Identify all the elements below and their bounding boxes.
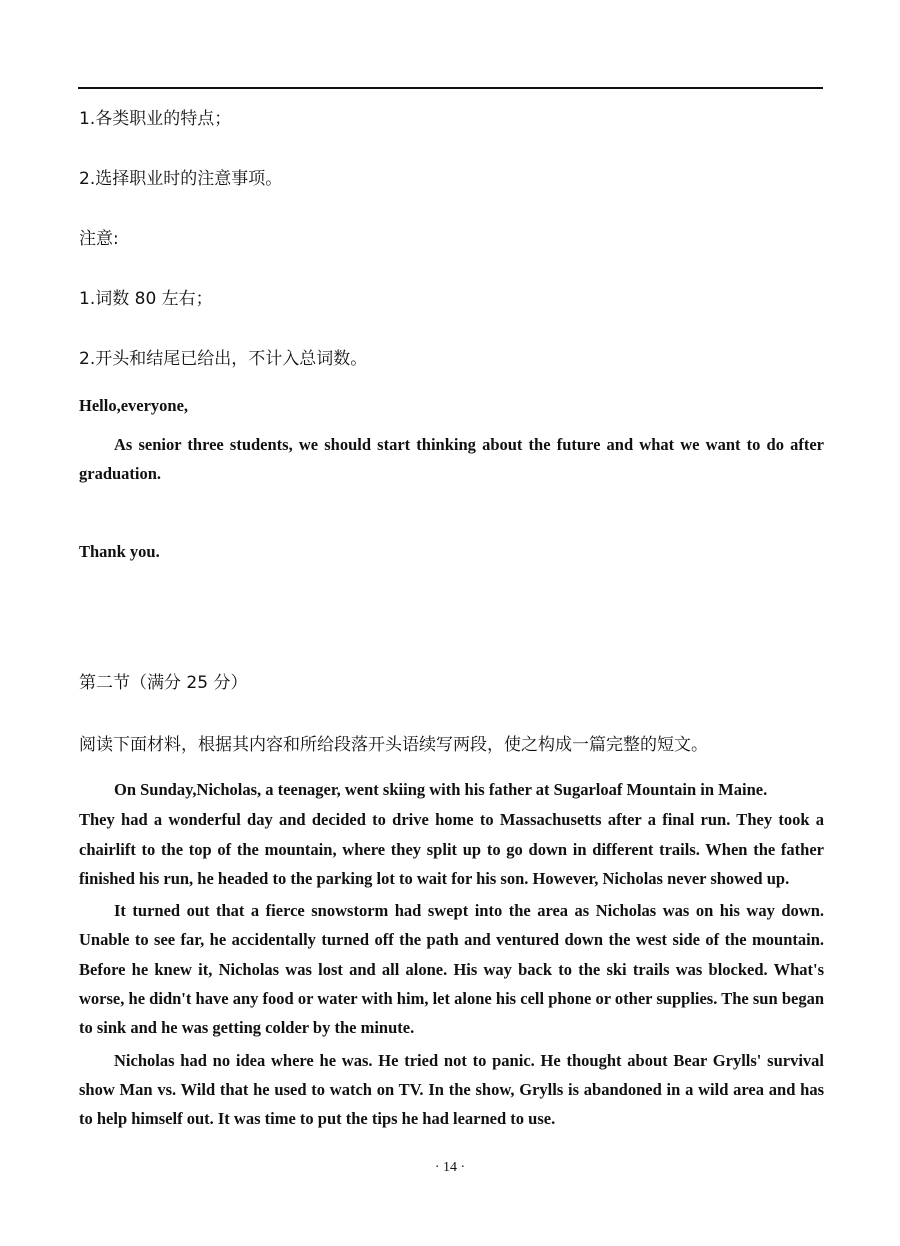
task-point-1: 1.各类职业的特点； [79,109,232,129]
closing: Thank you. [79,542,160,561]
notice-2: 2.开头和结尾已给出，不计入总词数。 [79,349,368,369]
story-paragraph: They had a wonderful day and decided to drive home to Massachusetts after a final run. They took a chairlift to the top of the mountain, where they split up to go down in different trails. When the father finished his run, he headed to the parking lot to wait for his son. However, Nicholas never showed up. [79,810,824,888]
story-passage [79,775,824,1134]
notice-heading: 注意: [79,229,119,249]
section-instruction: 阅读下面材料，根据其内容和所给段落开头语续写两段，使之构成一篇完整的短文。 [79,735,708,755]
section-heading: 第二节（满分 25 分） [79,673,248,693]
opening-paragraph [79,430,824,489]
task-point-2: 2.选择职业时的注意事项。 [79,169,283,189]
story-paragraph: Nicholas had no idea where he was. He tried not to panic. He thought about Bear Grylls' survival show Man vs. Wild that he used to watch on TV. In the show, Grylls is abandoned in a wild area and has to help himself out. It was time to put the tips he had learned to use. [79,1050,824,1129]
story-paragraph: It turned out that a fierce snowstorm had swept into the area as Nicholas was on his way down. Unable to see far, he accidentally turned off the path and ventured down the west side of the mountain. Before he knew it, Nicholas was lost and all alone. His way back to the ski trails was blocked. What's worse, he didn't have any food or water with him, let alone his cell phone or other supplies. The sun began to sink and he was getting colder by the minute. [79,901,824,1038]
opening-text: As senior three students, we should start thinking about the future and what we want to do after graduation. [79,435,824,484]
greeting: Hello,everyone, [79,396,189,415]
story-paragraph: On Sunday,Nicholas, a teenager, went skiing with his father at Sugarloaf Mountain in Maine. [114,780,768,799]
header-rule [78,87,823,89]
notice-1: 1.词数 80 左右； [79,289,213,309]
page-number: · 14 · [434,1160,466,1175]
